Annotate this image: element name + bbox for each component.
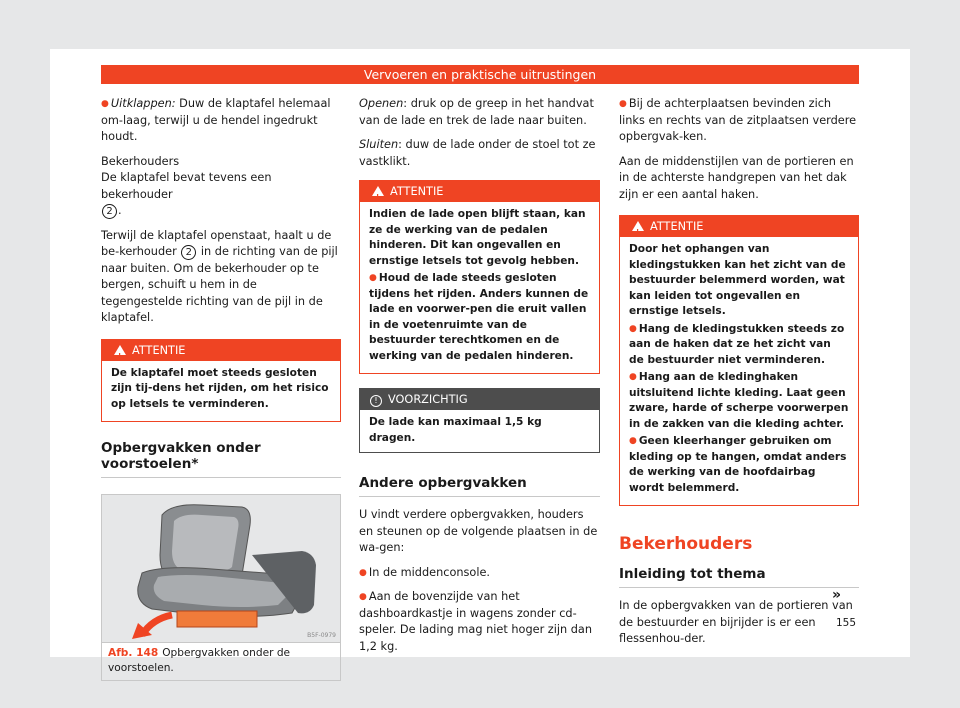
paragraph-hooks: Aan de middenstijlen van de portieren en in de achterste handgrepen van het dak zijn er een aantal haken. <box>619 154 854 201</box>
paragraph-openen <box>359 96 600 129</box>
paragraph-other-storage: U vindt verdere opbergvakken, houders en steunen op de volgende plaatsen in de wa-gen: <box>359 508 598 554</box>
bullet-icon: ● <box>629 372 637 382</box>
page-header: Vervoeren en praktische uitrustingen <box>101 65 859 84</box>
warning-bullet-text: Hang de kledingstukken steeds zo aan de haken dat ze het zicht van de bestuurder niet verminderen. <box>629 322 845 366</box>
paragraph-intro: In de opbergvakken van de portieren van de bestuurder en bijrijder is er een flessenhou-der. <box>619 599 853 645</box>
list-item <box>359 565 600 582</box>
warning-bullet <box>629 322 849 369</box>
figure-caption <box>102 642 340 680</box>
reference-number: 2 <box>102 204 117 219</box>
warning-bullet <box>629 434 849 496</box>
term-uitklappen: Uitklappen: <box>110 97 176 110</box>
page-number: 155 <box>836 617 857 629</box>
note-header <box>360 389 599 410</box>
column-middle <box>359 96 600 663</box>
bullet-icon: ● <box>359 567 367 578</box>
list-item-text: In de middenconsole. <box>368 565 491 579</box>
seat-illustration <box>102 495 340 642</box>
column-right <box>619 96 859 656</box>
warning-title: ATTENTIE <box>650 220 704 233</box>
figure-code: B5F-0979 <box>307 632 336 639</box>
warning-bullet-text: Geen kleerhanger gebruiken om kleding op te hangen, omdat anders de werking van de hoofdairbag wordt belemmerd. <box>629 435 847 494</box>
note-text: De lade kan maximaal 1,5 kg dragen. <box>369 416 542 444</box>
section-title: Andere opbergvakken <box>359 475 600 497</box>
term-openen: Openen <box>359 97 404 110</box>
bullet-icon: ● <box>369 273 377 283</box>
continue-arrow: » <box>832 587 842 603</box>
bullet-icon: ● <box>101 99 109 109</box>
list-item <box>359 589 600 655</box>
warning-box <box>101 339 341 423</box>
text-a: Terwijl de klaptafel openstaat, haalt u de be-kerhouder <box>101 228 332 258</box>
warning-text: Indien de lade open blijft staan, kan ze de werking van de pedalen hinderen. Dit kan ongevallen en ernstige letsels tot gevolg hebben. <box>369 208 586 267</box>
chapter-title: Bekerhouders <box>619 534 753 554</box>
warning-text: De klaptafel moet steeds gesloten zijn tij-dens het rijden, om het risico op letsels te verminderen. <box>111 366 329 410</box>
warning-bullet <box>369 271 590 364</box>
bullet-icon: ● <box>359 592 367 602</box>
warning-icon <box>632 221 644 231</box>
section-title: Inleiding tot thema <box>619 566 859 588</box>
paragraph-bekerhouder-use <box>101 228 341 327</box>
warning-title: ATTENTIE <box>132 343 186 357</box>
list-item-text: Aan de bovenzijde van het dashboardkastje in wagens zonder cd-speler. De lading mag niet hoger zijn dan 1,2 kg. <box>359 590 593 653</box>
note-title: VOORZICHTIG <box>388 393 468 406</box>
column-left <box>101 96 341 681</box>
text-sluiten: : duw de lade onder de stoel tot ze vastklikt. <box>359 138 596 168</box>
warning-header <box>620 216 858 237</box>
bullet-icon: ● <box>619 99 627 109</box>
warning-title: ATTENTIE <box>390 185 444 198</box>
bullet-icon: ● <box>629 323 637 334</box>
figure-label: Afb. 148 <box>108 647 159 659</box>
seat-drawer-illustration <box>102 495 340 642</box>
note-box <box>359 388 600 453</box>
info-icon: ! <box>370 395 382 407</box>
warning-box <box>359 180 600 374</box>
warning-box <box>619 215 859 506</box>
list-item-text: Bij de achterplaatsen bevinden zich links en rechts van de zitplaatsen verdere opbergvak-ken. <box>619 97 857 143</box>
warning-icon <box>372 186 384 196</box>
list-item <box>619 96 859 146</box>
text-uitklappen: Duw de klaptafel helemaal om-laag, terwijl u de hendel ingedrukt houdt. <box>101 97 331 143</box>
figure <box>101 494 341 681</box>
paragraph-uitklappen <box>101 96 341 146</box>
paragraph-sluiten <box>359 137 600 170</box>
text-openen: : druk op de greep in het handvat van de lade en trek de lade naar buiten. <box>359 97 594 127</box>
warning-bullet-text: Houd de lade steeds gesloten tijdens het rijden. Anders kunnen de lade en voorwer-pen die eruit vallen in de voetenruimte van de bestuurder terechtkomen en de werking van de pedalen hinderen. <box>369 272 589 362</box>
figure-caption-text: Opbergvakken onder de voorstoelen. <box>108 647 291 674</box>
warning-header <box>102 340 340 361</box>
reference-number: 2 <box>181 245 196 260</box>
text-b: in de richting van de pijl naar buiten. Om de bekerhouder op te bergen, schuift u hem in de tegengestelde richting van de pijl in de klaptafel. <box>101 245 338 324</box>
bullet-icon: ● <box>629 436 637 446</box>
section-title: Opbergvakken onder voorstoelen* <box>101 440 341 478</box>
warning-bullet-text: Hang aan de kledinghaken uitsluitend lichte kleding. Laat geen zware, harde of scherpe voorwerpen in de zakken van die kleding achter. <box>629 371 849 430</box>
warning-text: Door het ophangen van kledingstukken kan het zicht van de bestuurder belemmerd worden, wat kan leiden tot ongevallen en ernstige letsels. <box>629 243 846 317</box>
paragraph-bekerhouder-intro: De klaptafel bevat tevens een bekerhouder 2 . <box>101 171 272 217</box>
warning-header <box>360 181 599 202</box>
warning-bullet <box>629 370 849 432</box>
subheading-bekerhouders: Bekerhouders <box>101 154 180 168</box>
text-bekerhouder: De klaptafel bevat tevens een bekerhouder <box>101 171 272 201</box>
term-sluiten: Sluiten <box>359 138 399 151</box>
warning-icon <box>114 345 126 355</box>
